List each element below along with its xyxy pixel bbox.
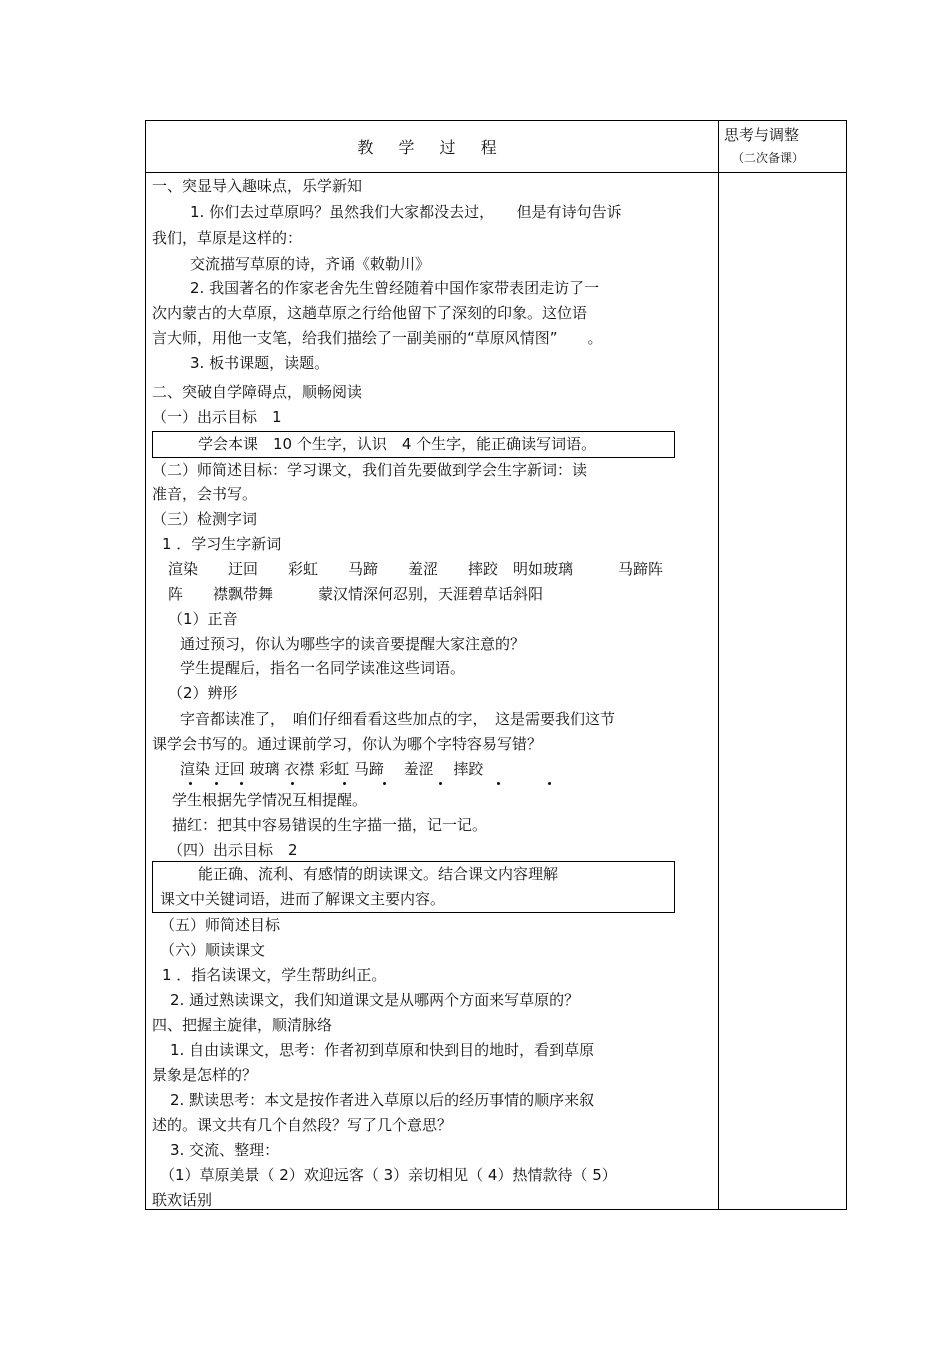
goal-text: 学会本课 10 个生字，认识 4 个生字，能正确读写词语。 [198,435,597,453]
body-line: 次内蒙古的大草原，这趟草原之行给他留下了深刻的印象。这位语 [152,304,588,322]
body-line: 1 ．学习生字新词 [162,535,282,553]
body-line: （1）正音 [168,610,238,628]
emphasis-dot [343,782,346,785]
body-line: 言大师，用他一支笔，给我们描绘了一副美丽的“草原风情图” 。 [152,329,603,347]
body-line: 我们，草原是这样的： [152,229,303,247]
emphasis-dot [548,782,551,785]
header-divider [146,172,846,173]
body-line: 联欢话别 [152,1191,213,1209]
header-reflection: 思考与调整 [724,126,800,144]
body-line: 2. 通过熟读课文，我们知道课文是从哪两个方面来写草原的？ [170,991,580,1009]
body-line: 景象是怎样的？ [152,1066,258,1084]
body-line: 2. 默读思考：本文是按作者进入草原以后的经历事情的顺序来叙 [170,1091,595,1109]
emphasis-dot [439,782,442,785]
body-line: （2）辨形 [168,684,238,702]
body-line: 交流描写草原的诗，齐诵《敕勒川》 [190,255,431,273]
emphasis-dot [215,782,218,785]
body-line: （1）草原美景（ 2）欢迎远客（ 3）亲切相见（ 4）热情款待（ 5） [160,1166,617,1184]
goal-text: 能正确、流利、有感情的朗读课文。结合课文内容理解 [198,865,559,883]
body-line: 1. 自由读课文，思考：作者初到草原和快到目的地时，看到草原 [170,1041,595,1059]
body-line: （一）出示目标 1 [152,408,282,426]
body-line: 课学会书写的。通过课前学习，你认为哪个字特容易写错？ [152,735,543,753]
vocab-line-dotted: 渲染 迂回 玻璃 衣襟 彩虹 马蹄 羞涩 摔跤 [180,760,484,778]
emphasis-dot [189,782,192,785]
body-line: （五）师简述目标 [160,916,281,934]
body-line: 字音都读准了， 咱们仔细看看这些加点的字， 这是需要我们这节 [180,710,616,728]
body-line: 准音，会书写。 [152,485,258,503]
emphasis-dot [291,782,294,785]
vocab-line: 阵 襟飘带舞 蒙汉情深何忍别，天涯碧草话斜阳 [168,585,544,603]
section-heading: 二、突破自学障碍点，顺畅阅读 [152,383,363,401]
column-divider [718,121,719,1209]
body-line: 描红：把其中容易错误的生字描一描，记一记。 [172,816,488,834]
emphasis-dot [383,782,386,785]
body-line: 3. 板书课题，读题。 [190,354,330,372]
emphasis-dot [240,782,243,785]
header-teaching-process: 教 学 过 程 [357,138,507,157]
body-line: （六）顺读课文 [160,941,266,959]
body-line: 1 ．指名读课文，学生帮助纠正。 [162,966,387,984]
body-line: （二）师简述目标：学习课文，我们首先要做到学会生字新词：读 [152,461,588,479]
goal-text: 课文中关键词语，进而了解课文主要内容。 [160,890,446,908]
body-line: 学生提醒后，指名一名同学读准这些词语。 [180,659,466,677]
body-line: （三）检测字词 [152,510,258,528]
emphasis-dot [497,782,500,785]
vocab-line: 渲染 迂回 彩虹 马蹄 羞涩 摔跤 明如玻璃 马蹄阵 [168,560,664,578]
body-line: 学生根据先学情况互相提醒。 [172,791,368,809]
body-line: 通过预习，你认为哪些字的读音要提醒大家注意的？ [180,635,526,653]
body-line: 2. 我国著名的作家老舍先生曾经随着中国作家带表团走访了一 [190,279,600,297]
body-line: （四）出示目标 2 [168,841,298,859]
section-heading: 四、把握主旋律，顺清脉络 [152,1016,333,1034]
header-reflection-sub: （二次备课） [732,151,805,165]
section-heading: 一、突显导入趣味点，乐学新知 [152,177,363,195]
body-line: 1. 你们去过草原吗？虽然我们大家都没去过， 但是有诗句告诉 [190,203,622,221]
body-line: 述的。课文共有几个自然段？写了几个意思？ [152,1116,453,1134]
body-line: 3. 交流、整理： [170,1141,280,1159]
